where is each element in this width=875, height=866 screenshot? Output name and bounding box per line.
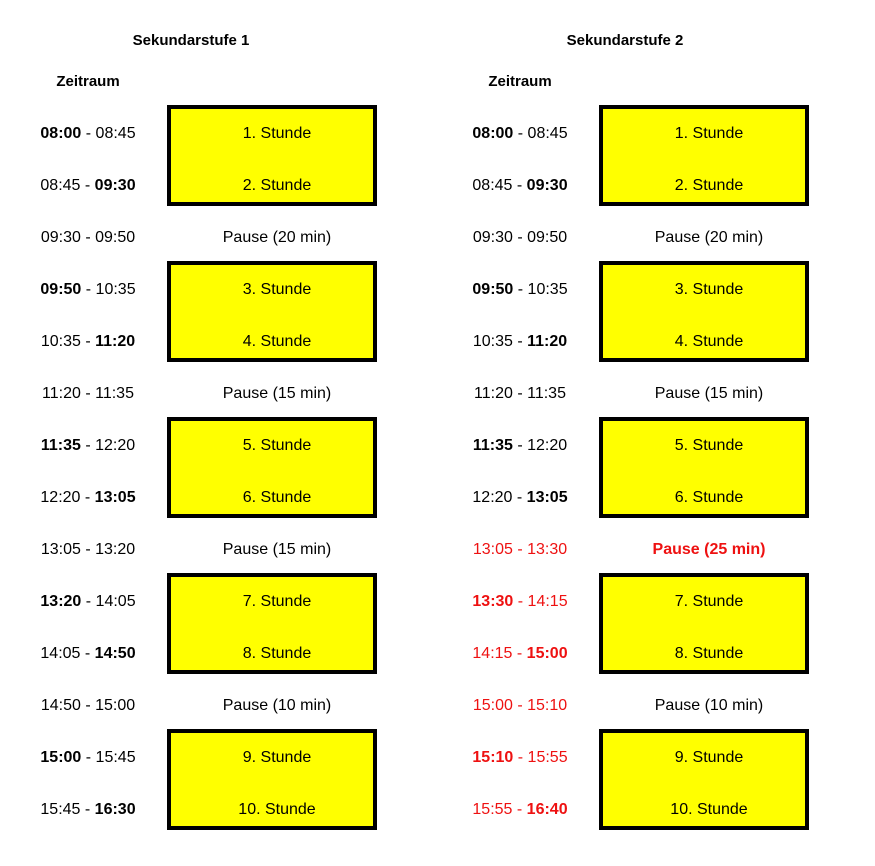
lesson-label: 5. Stunde: [242, 437, 312, 454]
time-range: [455, 540, 585, 560]
time-start: 13:05: [40, 541, 81, 558]
time-separator: -: [512, 541, 528, 558]
time-range: [455, 436, 585, 456]
time-end: 13:30: [527, 541, 568, 558]
time-separator: -: [512, 645, 527, 662]
time-separator: -: [81, 281, 96, 298]
time-range: [23, 800, 153, 820]
time-separator: -: [81, 749, 96, 766]
pause-label: Pause (15 min): [222, 385, 332, 402]
time-end: 14:15: [527, 593, 568, 610]
time-separator: -: [513, 281, 528, 298]
lesson-label: 5. Stunde: [674, 437, 744, 454]
time-start: 13:20: [40, 593, 82, 610]
time-end: 15:10: [527, 697, 568, 714]
time-start: 15:55: [472, 801, 513, 818]
time-start: 08:45: [472, 177, 513, 194]
time-start: 11:20: [42, 385, 81, 402]
time-start: 15:00: [40, 749, 82, 766]
time-separator: -: [512, 333, 528, 350]
time-end: 12:20: [527, 437, 568, 454]
time-range: [23, 332, 153, 352]
pause-label: Pause (15 min): [654, 385, 764, 402]
time-start: 10:35: [472, 333, 513, 350]
time-end: 15:00: [95, 697, 136, 714]
time-end: 12:20: [95, 437, 136, 454]
time-end: 16:30: [94, 801, 136, 818]
time-range: [455, 696, 585, 716]
time-range: [455, 228, 585, 248]
time-separator: -: [512, 177, 527, 194]
time-start: 11:20: [474, 385, 513, 402]
time-start: 15:00: [472, 697, 513, 714]
time-separator: -: [80, 801, 95, 818]
time-separator: -: [512, 385, 528, 402]
pause-label: Pause (20 min): [222, 229, 332, 246]
time-range: [455, 488, 585, 508]
time-start: 09:30: [40, 229, 81, 246]
time-start: 14:50: [40, 697, 81, 714]
time-start: 08:45: [40, 177, 81, 194]
time-end: 13:05: [94, 489, 136, 506]
time-start: 09:50: [40, 281, 82, 298]
time-end: 14:50: [94, 645, 136, 662]
lesson-label: 10. Stunde: [238, 801, 316, 818]
time-range: [455, 748, 585, 768]
time-start: 11:35: [472, 437, 513, 454]
lesson-label: 8. Stunde: [674, 645, 744, 662]
time-end: 14:05: [95, 593, 136, 610]
lesson-label: 3. Stunde: [242, 281, 312, 298]
time-end: 16:40: [526, 801, 568, 818]
pause-label: Pause (25 min): [652, 541, 766, 558]
pause-label: Pause (15 min): [222, 541, 332, 558]
time-range: [23, 436, 153, 456]
time-range: [23, 748, 153, 768]
time-separator: -: [513, 125, 528, 142]
time-separator: -: [81, 125, 96, 142]
column-title-sekundarstufe-2: Sekundarstufe 2: [566, 32, 684, 49]
time-start: 12:20: [40, 489, 81, 506]
time-separator: -: [512, 489, 527, 506]
zeitraum-header-sek2: Zeitraum: [488, 73, 552, 90]
time-end: 15:00: [526, 645, 568, 662]
time-range: [23, 384, 153, 404]
time-separator: -: [512, 229, 528, 246]
time-start: 14:15: [472, 645, 513, 662]
time-range: [455, 644, 585, 664]
lesson-label: 6. Stunde: [674, 489, 744, 506]
time-end: 13:05: [526, 489, 568, 506]
time-separator: -: [80, 177, 95, 194]
time-separator: -: [512, 697, 528, 714]
time-separator: -: [80, 697, 96, 714]
time-end: 09:50: [527, 229, 568, 246]
time-end: 08:45: [527, 125, 568, 142]
time-end: 15:55: [527, 749, 568, 766]
time-start: 09:50: [472, 281, 514, 298]
lesson-label: 2. Stunde: [242, 177, 312, 194]
column-title-sekundarstufe-1: Sekundarstufe 1: [132, 32, 250, 49]
zeitraum-header-sek1: Zeitraum: [56, 73, 120, 90]
time-range: [23, 228, 153, 248]
time-end: 09:30: [94, 177, 136, 194]
time-start: 09:30: [472, 229, 513, 246]
time-end: 11:20: [527, 333, 568, 350]
time-start: 10:35: [40, 333, 81, 350]
time-range: [23, 696, 153, 716]
time-start: 13:30: [472, 593, 514, 610]
time-end: 11:35: [95, 385, 134, 402]
time-end: 09:30: [526, 177, 568, 194]
pause-label: Pause (20 min): [654, 229, 764, 246]
time-separator: -: [80, 489, 95, 506]
time-range: [23, 124, 153, 144]
time-separator: -: [80, 437, 96, 454]
lesson-label: 4. Stunde: [674, 333, 744, 350]
pause-label: Pause (10 min): [222, 697, 332, 714]
time-start: 13:05: [472, 541, 513, 558]
lesson-label: 7. Stunde: [674, 593, 744, 610]
time-start: 15:10: [472, 749, 514, 766]
lesson-label: 10. Stunde: [670, 801, 748, 818]
lesson-label: 2. Stunde: [674, 177, 744, 194]
time-start: 14:05: [40, 645, 81, 662]
time-start: 08:00: [40, 125, 82, 142]
time-range: [23, 280, 153, 300]
time-separator: -: [513, 593, 528, 610]
time-separator: -: [80, 229, 96, 246]
time-range: [23, 540, 153, 560]
time-range: [455, 176, 585, 196]
time-separator: -: [80, 541, 96, 558]
time-end: 10:35: [95, 281, 136, 298]
time-end: 10:35: [527, 281, 568, 298]
time-range: [23, 592, 153, 612]
time-end: 11:20: [95, 333, 136, 350]
time-separator: -: [512, 801, 527, 818]
time-range: [23, 176, 153, 196]
time-separator: -: [81, 593, 96, 610]
time-end: 15:45: [95, 749, 136, 766]
time-start: 12:20: [472, 489, 513, 506]
time-separator: -: [80, 333, 96, 350]
time-start: 08:00: [472, 125, 514, 142]
time-end: 13:20: [95, 541, 136, 558]
time-separator: -: [80, 385, 96, 402]
time-range: [455, 384, 585, 404]
time-range: [455, 800, 585, 820]
pause-label: Pause (10 min): [654, 697, 764, 714]
time-range: [455, 332, 585, 352]
lesson-label: 4. Stunde: [242, 333, 312, 350]
lesson-label: 9. Stunde: [674, 749, 744, 766]
time-range: [455, 592, 585, 612]
time-range: [23, 644, 153, 664]
time-end: 09:50: [95, 229, 136, 246]
time-start: 11:35: [40, 437, 81, 454]
time-range: [455, 124, 585, 144]
time-separator: -: [512, 437, 528, 454]
lesson-label: 3. Stunde: [674, 281, 744, 298]
time-end: 11:35: [527, 385, 566, 402]
time-start: 15:45: [40, 801, 81, 818]
time-range: [455, 280, 585, 300]
time-separator: -: [80, 645, 95, 662]
lesson-label: 9. Stunde: [242, 749, 312, 766]
time-range: [23, 488, 153, 508]
lesson-label: 1. Stunde: [242, 125, 312, 142]
time-separator: -: [513, 749, 528, 766]
lesson-label: 1. Stunde: [674, 125, 744, 142]
lesson-label: 8. Stunde: [242, 645, 312, 662]
time-end: 08:45: [95, 125, 136, 142]
lesson-label: 7. Stunde: [242, 593, 312, 610]
lesson-label: 6. Stunde: [242, 489, 312, 506]
